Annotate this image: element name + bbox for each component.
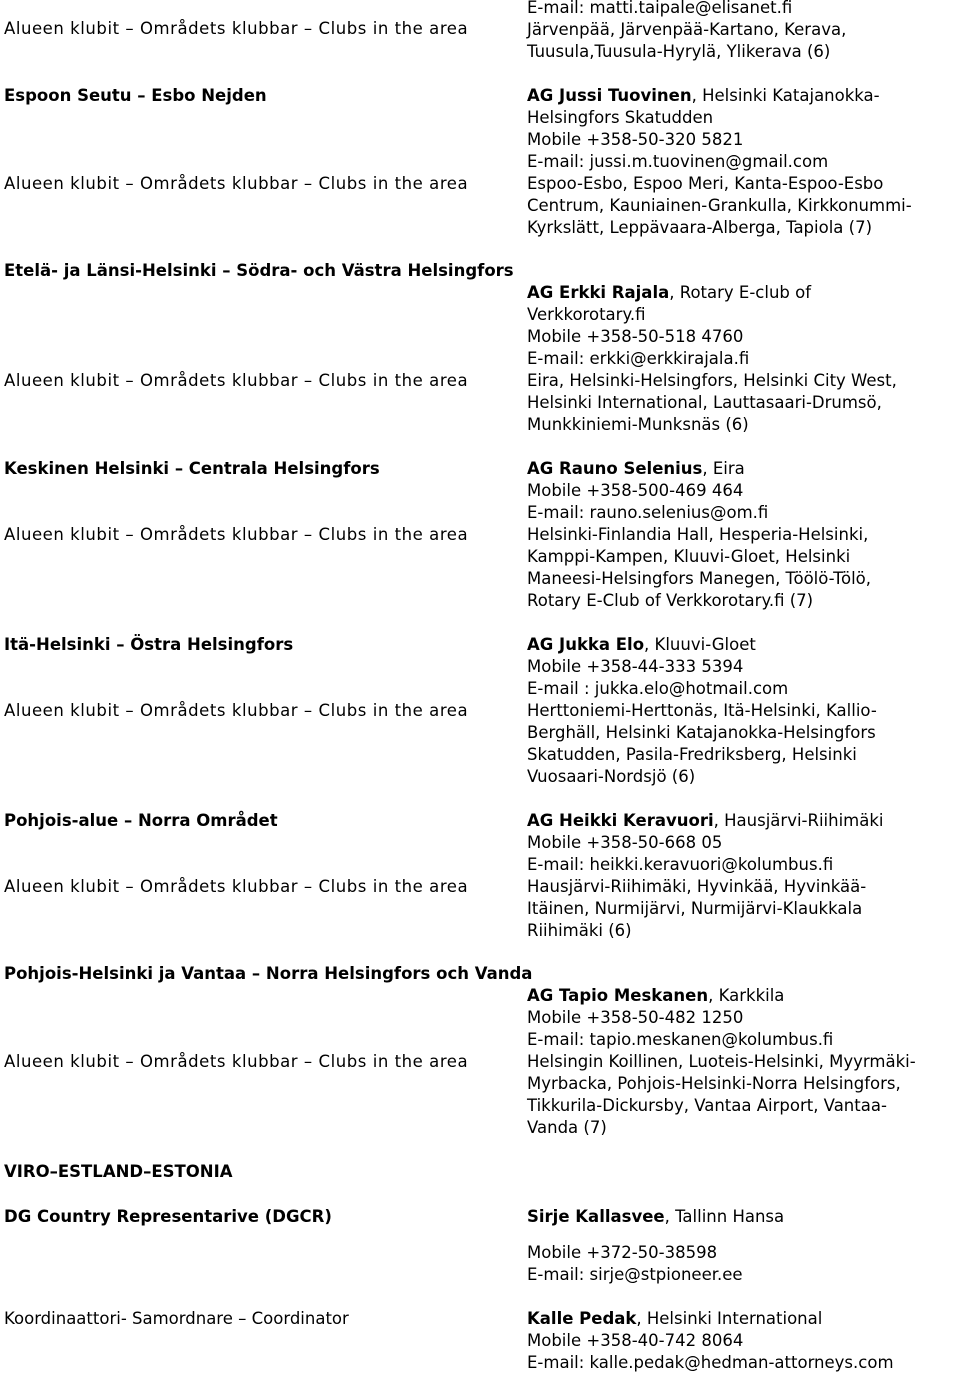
ag-club: , Karkkila	[708, 986, 785, 1005]
coordinator-name: Kalle Pedak	[527, 1309, 637, 1328]
email-line: E-mail: rauno.selenius@om.fi	[527, 503, 769, 522]
clubs-list-line: Riihimäki (6)	[527, 921, 632, 940]
coordinator-club: , Helsinki International	[636, 1309, 823, 1328]
clubs-label: Alueen klubit – Områdets klubbar – Clubs in the area	[4, 371, 469, 390]
clubs-list-line: Tuusula,Tuusula-Hyrylä, Ylikerava (6)	[527, 42, 831, 61]
clubs-label: Alueen klubit – Områdets klubbar – Clubs in the area	[4, 19, 469, 38]
email-line: E-mail: erkki@erkkirajala.fi	[527, 349, 750, 368]
region-heading-pohjois: Pohjois-alue – Norra Området	[4, 811, 278, 830]
ag-line-pohjois	[527, 810, 884, 832]
clubs-list-line: Kamppi-Kampen, Kluuvi-Gloet, Helsinki	[527, 547, 851, 566]
ag-club-line: Verkkorotary.fi	[527, 305, 646, 324]
clubs-list-line: Centrum, Kauniainen-Grankulla, Kirkkonummi-	[527, 196, 912, 215]
ag-line-espoo	[527, 85, 880, 107]
region-heading-vantaa: Pohjois-Helsinki ja Vantaa – Norra Helsingfors och Vanda	[4, 964, 533, 983]
ag-line-etela	[527, 282, 811, 304]
region-heading-keskinen: Keskinen Helsinki – Centrala Helsingfors	[4, 459, 380, 478]
mobile-line: Mobile +358-44-333 5394	[527, 657, 744, 676]
ag-club: , Helsinki Katajanokka-	[691, 86, 880, 105]
clubs-list-line: Eira, Helsinki-Helsingfors, Helsinki City West,	[527, 371, 897, 390]
ag-name: AG Heikki Keravuori	[527, 811, 714, 830]
clubs-list-line: Maneesi-Helsingfors Manegen, Töölö-Tölö,	[527, 569, 872, 588]
dgcr-club: , Tallinn Hansa	[664, 1207, 785, 1226]
email-line: E-mail: heikki.keravuori@kolumbus.fi	[527, 855, 834, 874]
region-heading-espoo: Espoon Seutu – Esbo Nejden	[4, 86, 267, 105]
ag-name: AG Tapio Meskanen	[527, 986, 709, 1005]
ag-name: AG Jussi Tuovinen	[527, 86, 692, 105]
region-heading-estonia: VIRO–ESTLAND–ESTONIA	[4, 1162, 233, 1181]
clubs-list-line: Berghäll, Helsinki Katajanokka-Helsingfors	[527, 723, 876, 742]
dgcr-label: DG Country Representarive (DGCR)	[4, 1207, 332, 1226]
email-line: E-mail: jussi.m.tuovinen@gmail.com	[527, 152, 829, 171]
clubs-label: Alueen klubit – Områdets klubbar – Clubs in the area	[4, 525, 469, 544]
mobile-line: Mobile +358-50-320 5821	[527, 130, 744, 149]
clubs-list-line: Herttoniemi-Herttonäs, Itä-Helsinki, Kallio-	[527, 701, 877, 720]
clubs-list-line: Myrbacka, Pohjois-Helsinki-Norra Helsingfors,	[527, 1074, 901, 1093]
clubs-list-line: Munkkiniemi-Munksnäs (6)	[527, 415, 749, 434]
ag-line-keskinen	[527, 458, 745, 480]
ag-line-vantaa	[527, 985, 784, 1007]
mobile-line: Mobile +358-50-668 05	[527, 833, 723, 852]
clubs-list-line: Hausjärvi-Riihimäki, Hyvinkää, Hyvinkää-	[527, 877, 867, 896]
email-line: E-mail: tapio.meskanen@kolumbus.fi	[527, 1030, 834, 1049]
clubs-list-line: Vanda (7)	[527, 1118, 607, 1137]
region-heading-etela: Etelä- ja Länsi-Helsinki – Södra- och Västra Helsingfors	[4, 261, 514, 280]
ag-club-line: Helsingfors Skatudden	[527, 108, 714, 127]
mobile-line: Mobile +358-50-518 4760	[527, 327, 744, 346]
clubs-list-line: Helsinki International, Lauttasaari-Drumsö,	[527, 393, 882, 412]
clubs-label: Alueen klubit – Områdets klubbar – Clubs in the area	[4, 877, 469, 896]
ag-line-ita	[527, 634, 756, 656]
email-line: E-mail : jukka.elo@hotmail.com	[527, 679, 789, 698]
email-line: E-mail: kalle.pedak@hedman-attorneys.com	[527, 1353, 894, 1372]
ag-club: , Eira	[702, 459, 745, 478]
mobile-line: Mobile +358-40-742 8064	[527, 1331, 744, 1350]
ag-club: , Kluuvi-Gloet	[644, 635, 756, 654]
ag-name: AG Erkki Rajala	[527, 283, 670, 302]
clubs-list-line: Helsingin Koillinen, Luoteis-Helsinki, Myyrmäki-	[527, 1052, 916, 1071]
coordinator-label: Koordinaattori- Samordnare – Coordinator	[4, 1309, 349, 1328]
clubs-list-line: Kyrkslätt, Leppävaara-Alberga, Tapiola (7)	[527, 218, 873, 237]
clubs-label: Alueen klubit – Områdets klubbar – Clubs in the area	[4, 174, 469, 193]
mobile-line: Mobile +358-50-482 1250	[527, 1008, 744, 1027]
mobile-line: Mobile +358-500-469 464	[527, 481, 744, 500]
clubs-list-line: Skatudden, Pasila-Fredriksberg, Helsinki	[527, 745, 857, 764]
ag-club: , Rotary E-club of	[669, 283, 812, 302]
mobile-line: Mobile +372-50-38598	[527, 1243, 718, 1262]
email-line: E-mail: sirje@stpioneer.ee	[527, 1265, 743, 1284]
clubs-label: Alueen klubit – Områdets klubbar – Clubs in the area	[4, 1052, 469, 1071]
clubs-label: Alueen klubit – Områdets klubbar – Clubs in the area	[4, 701, 469, 720]
ag-name: AG Rauno Selenius	[527, 459, 703, 478]
clubs-list-line: Vuosaari-Nordsjö (6)	[527, 767, 696, 786]
clubs-list-line: Järvenpää, Järvenpää-Kartano, Kerava,	[527, 20, 847, 39]
coordinator-line	[527, 1308, 822, 1330]
clubs-list-line: Tikkurila-Dickursby, Vantaa Airport, Vantaa-	[527, 1096, 887, 1115]
clubs-list-line: Itäinen, Nurmijärvi, Nurmijärvi-Klaukkala	[527, 899, 863, 918]
ag-name: AG Jukka Elo	[527, 635, 645, 654]
ag-club: , Hausjärvi-Riihimäki	[713, 811, 884, 830]
region-heading-ita: Itä-Helsinki – Östra Helsingfors	[4, 635, 294, 654]
clubs-list-line: Rotary E-Club of Verkkorotary.fi (7)	[527, 591, 814, 610]
clubs-list-line: Helsinki-Finlandia Hall, Hesperia-Helsinki,	[527, 525, 869, 544]
dgcr-line	[527, 1206, 784, 1228]
clubs-list-line: Espoo-Esbo, Espoo Meri, Kanta-Espoo-Esbo	[527, 174, 884, 193]
dgcr-name: Sirje Kallasvee	[527, 1207, 665, 1226]
email-line: E-mail: matti.taipale@elisanet.fi	[527, 0, 793, 17]
